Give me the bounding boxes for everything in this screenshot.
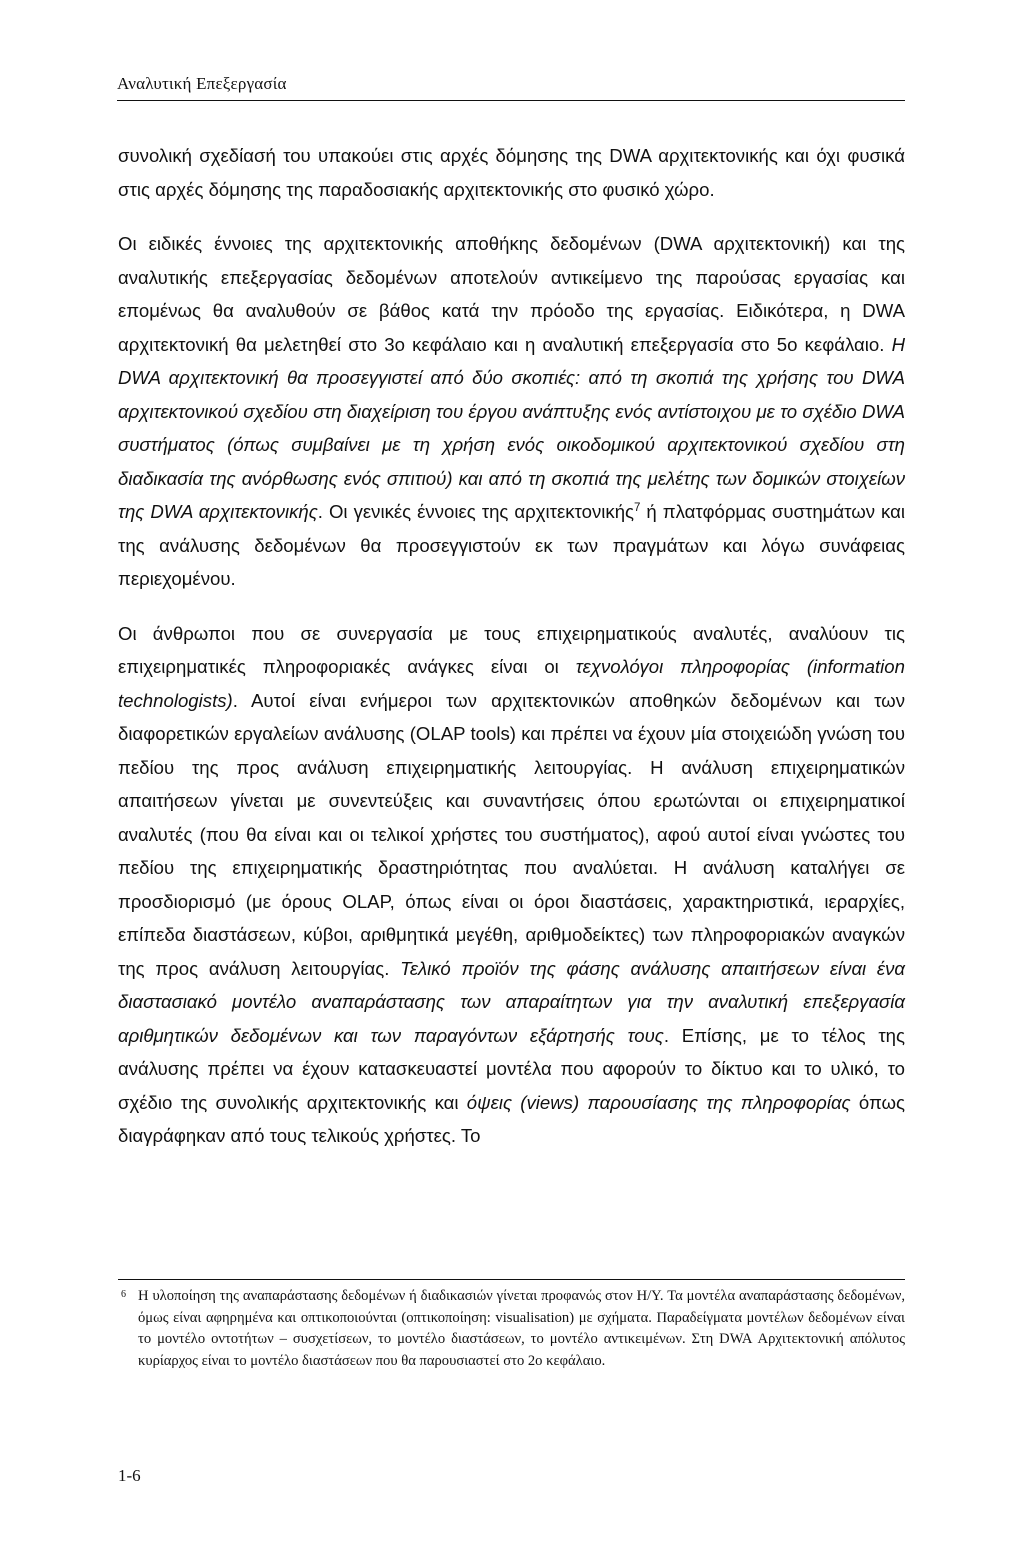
running-header: Αναλυτική Επεξεργασία (117, 74, 287, 93)
paragraph-3-text-d: όπως διαγράφηκαν από τους τελικούς χρήστες. Το (118, 1091, 905, 1146)
paragraph-3-italic-c: όψεις (views) παρουσίασης της πληροφορίας (466, 1091, 851, 1113)
paragraph-3-italic-a: τεχνολόγοι πληροφορίας (information technologists) (118, 656, 905, 711)
footnote-text: Η υλοποίηση της αναπαράστασης δεδομένων ή διαδικασιών γίνεται προφανώς στον Η/Υ. Τα μοντέλα αναπαράστασης δεδομένων, όμως είναι αφηρημένα και οπτικοποιούνται (οπτικοποίηση: visualisation) με σχήματα. Παραδείγματα μοντέλων δεδομένων είναι το μοντέλο οντοτήτων – συσχετίσεων, το μοντέλο διαστάσεων, το μοντέλο αντικειμένων. Στη DWA Αρχιτεκτονική απόλυτος κυρίαρχος είναι το μοντέλο διαστάσεων που θα παρουσιαστεί στο 2ο κεφάλαιο. (138, 1288, 905, 1369)
paragraph-2-italic: Η DWA αρχιτεκτονική θα προσεγγιστεί από δύο σκοπιές: από τη σκοπιά της χρήσης του DWA αρχιτεκτονικού σχεδίου στη διαχείριση του έργου ανάπτυξης ενός αντίστοιχου με το σχέδιο DWA συστήματος (όπως συμβαίνει με τη χρήση ενός οικοδομικού αρχιτεκτονικού σχεδίου στη διαδικασία της ανόρθωσης ενός σπιτιού) και από τη σκοπιά της μελέτης των δομικών στοιχείων της DWA αρχιτεκτονικής (118, 333, 905, 522)
paragraph-3 (118, 617, 905, 1153)
footnote-ref-7: 7 (634, 501, 641, 514)
paragraph-1 (118, 139, 905, 206)
footnote (121, 1286, 905, 1372)
paragraph-3-italic-b: Τελικό προϊόν της φάσης ανάλυσης απαιτήσεων είναι ένα διαστασιακό μοντέλο αναπαράστασης των απαραίτητων για την αναλυτική επεξεργασία αριθμητικών δεδομένων και των παραγόντων εξάρτησής τους (118, 957, 906, 1046)
footnote-rule (118, 1279, 905, 1280)
paragraph-2-text-c: ή πλατφόρμας συστημάτων και της ανάλυσης δεδομένων θα προσεγγιστούν εκ των πραγμάτων και λόγω συνάφειας περιεχομένου. (118, 501, 905, 589)
paragraph-3-text-b: . Αυτοί είναι ενήμεροι των αρχιτεκτονικών αποθηκών δεδομένων και των διαφορετικών εργαλείων ανάλυσης (OLAP tools) και πρέπει να έχουν μία στοιχειώδη γνώση του πεδίου της προς ανάλυση επιχειρηματικής λειτουργίας. Η ανάλυση επιχειρηματικών απαιτήσεων γίνεται με συνεντεύξεις και συναντήσεις όπου ερωτώνται οι επιχειρηματικοί αναλυτές (που θα είναι και οι τελικοί χρήστες του συστήματος), αφού αυτοί είναι γνώστες του πεδίου της επιχειρηματικής δραστηριότητας που αναλύεται. Η ανάλυση καταλήγει σε προσδιορισμό (με όρους OLAP, όπως είναι οι όροι διαστάσεις, χαρακτηριστικά, ιεραρχίες, επίπεδα διαστάσεων, κύβοι, αριθμητικά μεγέθη, αριθμοδείκτες) των πληροφοριακών αναγκών της προς ανάλυση λειτουργίας. (118, 689, 905, 979)
footnote-number: 6 (121, 1289, 126, 1300)
paragraph-1-text: συνολική σχεδίασή του υπακούει στις αρχές δόμησης της DWA αρχιτεκτονικής και όχι φυσικά στις αρχές δόμησης της παραδοσιακής αρχιτεκτονικής στο φυσικό χώρο. (118, 145, 905, 200)
paragraph-2 (118, 227, 905, 596)
paragraph-2-text-a: Οι ειδικές έννοιες της αρχιτεκτονικής αποθήκης δεδομένων (DWA αρχιτεκτονική) και της αναλυτικής επεξεργασίας δεδομένων αποτελούν αντικείμενο της παρούσας εργασίας και επομένως θα αναλυθούν σε βάθος κατά την πρόοδο της εργασίας. Ειδικότερα, η DWA αρχιτεκτονική θα μελετηθεί στο 3ο κεφάλαιο και η αναλυτική επεξεργασία στο 5ο κεφάλαιο. (118, 233, 905, 355)
paragraph-2-text-b: . Οι γενικές έννοιες της αρχιτεκτονικής (317, 501, 635, 522)
body-text (118, 139, 905, 1153)
header-rule (117, 100, 905, 101)
page-number: 1-6 (118, 1466, 141, 1485)
paragraph-3-text-a: Οι άνθρωποι που σε συνεργασία με τους επιχειρηματικούς αναλυτές, αναλύουν τις επιχειρηματικές πληροφοριακές ανάγκες είναι οι (118, 622, 905, 677)
paragraph-3-text-c: . Επίσης, με το τέλος της ανάλυσης πρέπει να έχουν κατασκευαστεί μοντέλα που αφορούν το δίκτυο και το υλικό, το σχέδιο της συνολικής αρχιτεκτονικής και (118, 1024, 905, 1113)
